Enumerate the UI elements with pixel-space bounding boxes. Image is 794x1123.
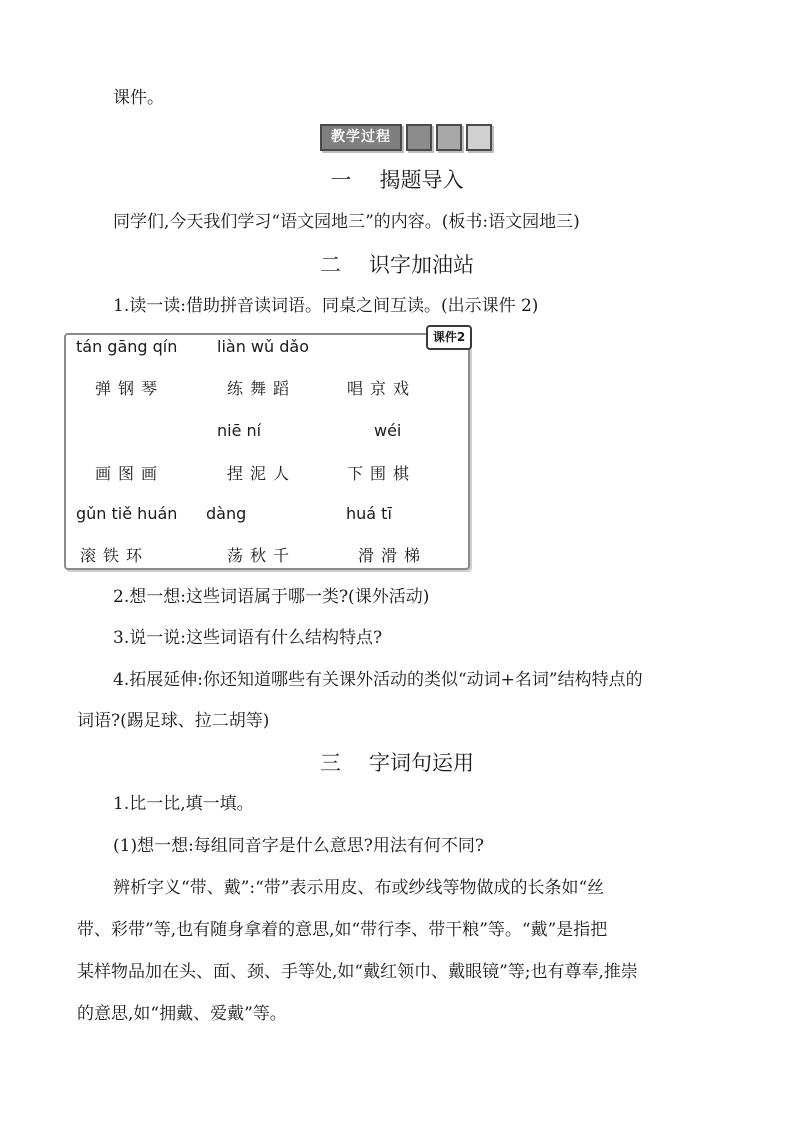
section1-number: 一: [330, 168, 352, 192]
pinyin-text: wéi: [374, 421, 402, 440]
section3-title: 字词句运用: [369, 751, 474, 775]
section2-item1: 1.读一读:借助拼音读词语。同桌之间互读。(出示课件 2): [113, 296, 539, 316]
courseware-box: [64, 333, 470, 570]
section2-item3: 3.说一说:这些词语有什么结构特点?: [113, 628, 383, 648]
section3-item1: 1.比一比,填一填。: [113, 794, 254, 814]
vocab-word: 练舞蹈: [227, 379, 297, 398]
section3-para-line: 辨析字义“带、戴”:“带”表示用皮、布或纱线等物做成的长条如“丝: [113, 878, 605, 898]
vocab-word: 捏泥人: [227, 464, 297, 483]
section2-heading: [0, 251, 794, 279]
vocab-word: 下围棋: [347, 464, 417, 483]
pinyin-text: liàn wǔ dǎo: [217, 337, 309, 356]
section2-title: 识字加油站: [369, 253, 474, 277]
vocab-word: 滑滑梯: [358, 546, 428, 565]
section3-para-line: 的意思,如“拥戴、爱戴”等。: [77, 1004, 287, 1024]
pinyin-text: niē ní: [217, 421, 262, 440]
vocab-word: 唱京戏: [347, 379, 417, 398]
banner-decoration: [466, 124, 492, 151]
section3-number: 三: [320, 751, 341, 775]
section2-item2: 2.想一想:这些词语属于哪一类?(课外活动): [113, 587, 430, 607]
pinyin-text: tán gāng qín: [76, 337, 178, 356]
section3-para-line: 带、彩带”等,也有随身拿着的意思,如“带行李、带干粮”等。“戴”是指把: [77, 920, 608, 940]
banner-decoration: [406, 124, 432, 151]
pinyin-text: dàng: [206, 504, 247, 523]
section3-para-line: 某样物品加在头、面、颈、手等处,如“戴红领巾、戴眼镜”等;也有尊奉,推崇: [77, 962, 638, 982]
section3-heading: [0, 749, 794, 777]
section-banner: [320, 124, 492, 151]
section2-number: 二: [320, 253, 341, 277]
pinyin-text: huá tī: [346, 504, 392, 523]
section1-heading: [0, 166, 794, 194]
intro-tail-text: 课件。: [113, 88, 164, 108]
section2-item4-cont: 词语?(踢足球、拉二胡等): [77, 711, 270, 731]
pinyin-text: gǔn tiě huán: [76, 504, 178, 523]
vocab-word: 画图画: [95, 464, 165, 483]
section1-body: 同学们,今天我们学习“语文园地三”的内容。(板书:语文园地三): [113, 212, 580, 232]
section1-title: 揭题导入: [379, 168, 464, 192]
section3-sub1: (1)想一想:每组同音字是什么意思?用法有何不同?: [113, 836, 485, 856]
vocab-word: 荡秋千: [227, 546, 297, 565]
banner-label: 教学过程: [320, 124, 402, 151]
courseware-tag: 课件2: [426, 325, 472, 350]
vocab-word: 弹钢琴: [95, 379, 165, 398]
section2-item4: 4.拓展延伸:你还知道哪些有关课外活动的类似“动词+名词”结构特点的: [113, 670, 643, 690]
banner-decoration: [436, 124, 462, 151]
vocab-word: 滚铁环: [80, 546, 150, 565]
